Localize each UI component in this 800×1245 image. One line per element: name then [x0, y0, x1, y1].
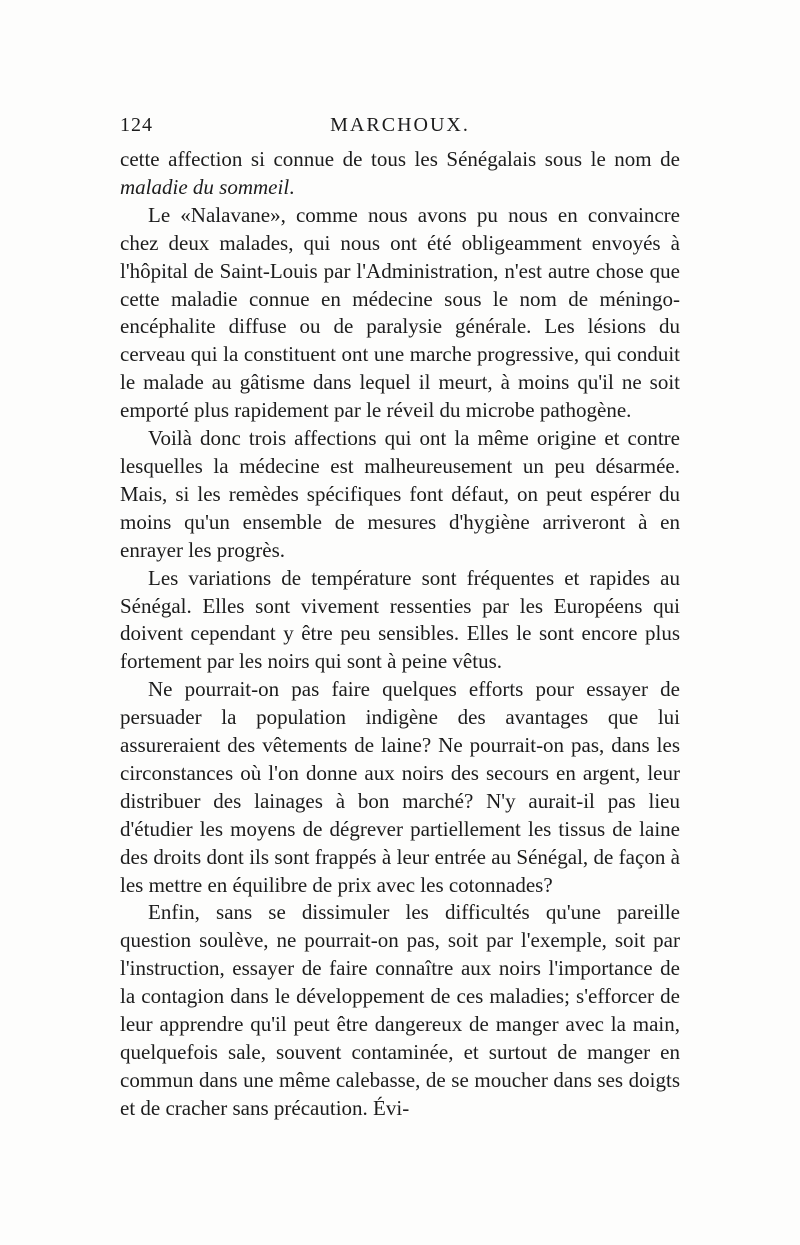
paragraph: Voilà donc trois affections qui ont la même origine et contre lesquelles la médecine est malheureusement un peu désarmée. Mais, si les remèdes spécifiques font défaut, on peut espérer du moins qu'un ensemble de mesures d'hygiène arriveront à en enrayer les progrès.	[120, 426, 680, 562]
running-title: MARCHOUX.	[330, 114, 470, 136]
paragraph: Enfin, sans se dissimuler les difficultés qu'une pareille question soulève, ne pourrait-on pas, soit par l'exemple, soit par l'instruction, essayer de faire connaître aux noirs l'importance de la contagion dans le développement de ces maladies; s'efforcer de leur apprendre qu'il peut être dangereux de manger avec la main, quelquefois sale, souvent contaminée, et surtout de manger en commun dans une même calebasse, de se moucher dans ses doigts et de cracher sans précaution. Évi-	[120, 900, 680, 1120]
paragraph: Les variations de température sont fréquentes et rapides au Sénégal. Elles sont vivement ressenties par les Européens qui doivent cependant y être peu sensibles. Elles le sont encore plus fortement par les noirs qui sont à peine vêtus.	[120, 565, 680, 674]
paragraph: Ne pourrait-on pas faire quelques efforts pour essayer de persuader la population indigène des avantages que lui assureraient des vêtements de laine? Ne pourrait-on pas, dans les circonstances où l'on donne aux noirs des secours en argent, leur distribuer des lainages à bon marché? N'y aurait-il pas lieu d'étudier les moyens de dégrever partiellement les tissus de laine des droits dont ils sont frappés à leur entrée au Sénégal, de façon à les mettre en équilibre de prix avec les cotonnades?	[120, 677, 680, 897]
paragraph-continuation: cette affection si connue de tous les Sénégalais sous le nom de maladie du sommeil.	[120, 147, 680, 199]
running-head	[120, 114, 680, 142]
paragraph: Le «Nalavane», comme nous avons pu nous en convaincre chez deux malades, qui nous ont été obligeamment envoyés à l'hôpital de Saint-Louis par l'Administration, n'est autre chose que cette maladie connue en médecine sous le nom de méningo-encéphalite diffuse ou de paralysie générale. Les lésions du cerveau qui la constituent ont une marche progressive, qui conduit le malade au gâtisme dans lequel il meurt, à moins qu'il ne soit emporté plus rapidement par le réveil du microbe pathogène.	[120, 202, 680, 423]
body-text	[120, 146, 680, 1123]
italic-term: maladie du sommeil	[120, 174, 290, 199]
page-number: 124	[120, 114, 153, 136]
